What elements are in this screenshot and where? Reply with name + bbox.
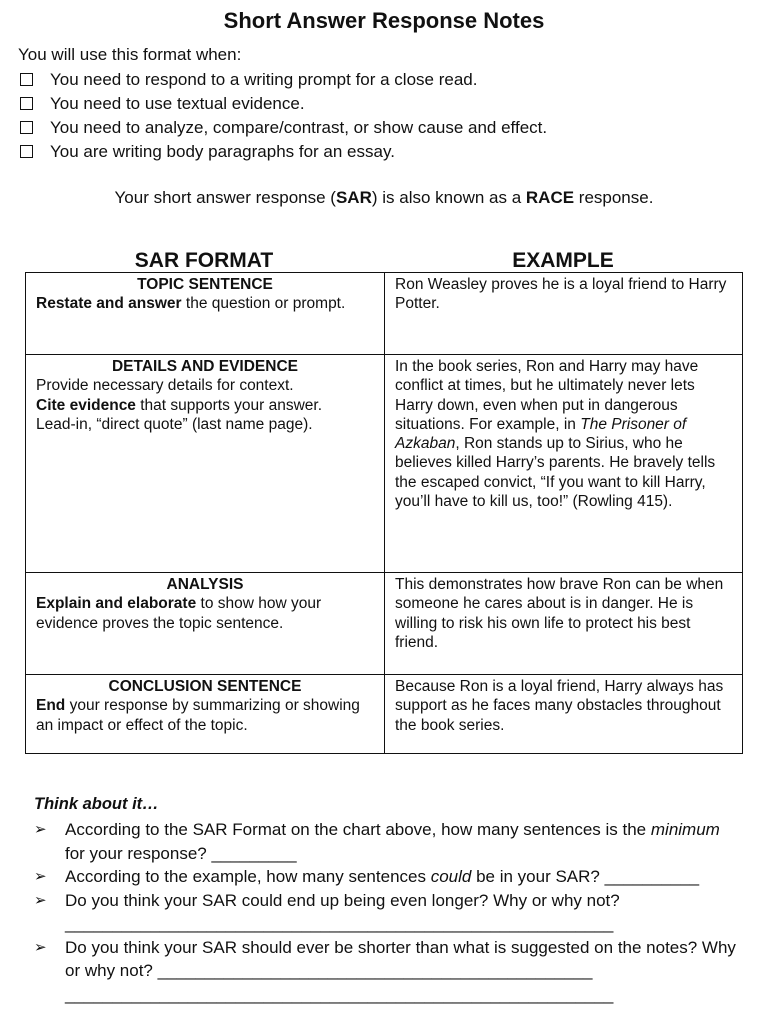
- checklist-item: You need to respond to a writing prompt for a close read.: [18, 69, 547, 93]
- row-heading: CONCLUSION SENTENCE: [108, 678, 302, 695]
- row-description: Lead-in, “direct quote” (last name page).: [36, 415, 313, 433]
- analysis-cell: [26, 573, 385, 675]
- analysis-example: This demonstrates how brave Ron can be when someone he cares about is in danger. He is willing to risk his own life to protect his best friend.: [385, 573, 743, 675]
- checklist-item: You are writing body paragraphs for an essay.: [18, 141, 547, 165]
- race-statement: Your short answer response (SAR) is also known as a RACE response.: [114, 188, 654, 207]
- details-evidence-example: In the book series, Ron and Harry may have conflict at times, but he ultimately never lets Harry down, even when put in dangerous situations. For example, in The Prisoner of Azkaban, Ron stands up to Sirius, who he believes killed Harry’s parents. He bravely tells the escaped convict, “If you want to kill Harry, you’ll have to kill us, too!” (Rowling 415).: [385, 355, 743, 573]
- table-row: [26, 355, 743, 573]
- question-item: ➢ Do you think your SAR should ever be shorter than what is suggested on the notes? Why or why not? ______________________________________________ __________________________________________________________: [34, 937, 736, 1004]
- arrow-bullet-icon: ➢: [34, 938, 47, 956]
- topic-sentence-example: Ron Weasley proves he is a loyal friend to Harry Potter.: [385, 273, 743, 355]
- arrow-bullet-icon: ➢: [34, 821, 47, 838]
- checkbox-icon: [20, 73, 33, 86]
- question-item: ➢ Do you think your SAR could end up being even longer? Why or why not? __________________________________________________________: [34, 890, 620, 933]
- topic-sentence-cell: [26, 273, 385, 355]
- question-item: ➢ According to the example, how many sentences could be in your SAR? __________: [34, 865, 744, 889]
- page-title: Short Answer Response Notes: [223, 8, 545, 33]
- row-heading: TOPIC SENTENCE: [137, 276, 273, 293]
- row-description: Cite evidence that supports your answer.: [36, 396, 323, 414]
- table-row: [26, 573, 743, 675]
- example-header: EXAMPLE: [512, 249, 614, 272]
- sar-format-header: SAR FORMAT: [134, 249, 274, 272]
- arrow-bullet-icon: ➢: [34, 891, 47, 909]
- table-row: [26, 675, 743, 754]
- checkbox-icon: [20, 121, 33, 134]
- conclusion-sentence-example: Because Ron is a loyal friend, Harry always has support as he faces many obstacles throughout the book series.: [385, 675, 743, 754]
- checkbox-icon: [20, 145, 33, 158]
- think-heading: Think about it…: [34, 795, 159, 813]
- checkbox-icon: [20, 97, 33, 110]
- arrow-bullet-icon: ➢: [34, 868, 47, 885]
- details-evidence-cell: [26, 355, 385, 573]
- sar-table: [25, 272, 743, 754]
- answer-line: __________________________________________________________: [65, 984, 614, 1004]
- checklist-item: You need to use textual evidence.: [18, 93, 547, 117]
- row-description: End your response by summarizing or showing an impact or effect of the topic.: [36, 697, 360, 734]
- row-description: Provide necessary details for context.: [36, 377, 294, 395]
- intro-text: You will use this format when:: [18, 45, 242, 64]
- row-description: Restate and answer the question or prompt.: [36, 295, 346, 313]
- checklist: [18, 69, 547, 165]
- question-list: [34, 818, 744, 1006]
- row-heading: ANALYSIS: [166, 576, 244, 593]
- question-item: ➢ According to the SAR Format on the chart above, how many sentences is the minimum for your response? _________: [34, 820, 720, 863]
- conclusion-sentence-cell: [26, 675, 385, 754]
- row-heading: DETAILS AND EVIDENCE: [111, 358, 298, 375]
- checklist-item: You need to analyze, compare/contrast, or show cause and effect.: [18, 117, 547, 141]
- table-row: [26, 273, 743, 355]
- row-description: Explain and elaborate to show how your evidence proves the topic sentence.: [36, 595, 322, 632]
- answer-line: __________________________________________________________: [65, 914, 614, 933]
